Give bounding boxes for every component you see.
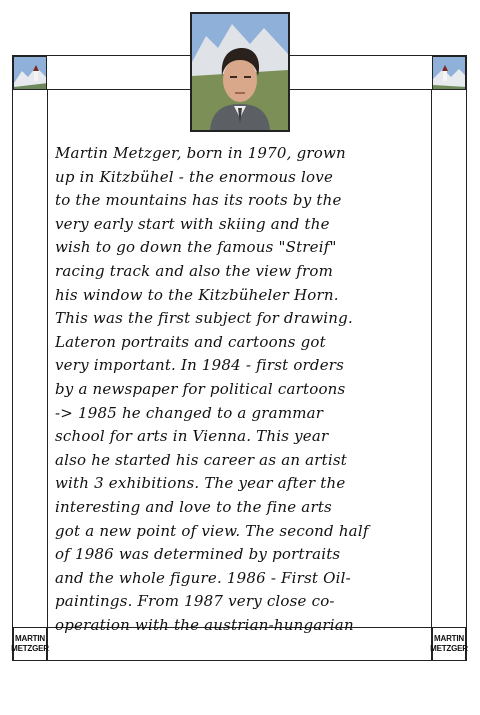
logo-line-2: METZGER — [430, 644, 468, 653]
bottom-right-logo — [432, 627, 466, 661]
top-right-mountain-thumbnail — [432, 56, 466, 90]
logo-line-1: MARTIN — [15, 634, 45, 643]
portrait-icon — [192, 14, 288, 130]
mountain-church-icon — [433, 57, 466, 90]
bottom-left-logo — [13, 627, 47, 661]
biography-text: Martin Metzger, born in 1970, grown up in Kitzbühel - the enormous love to the mountains has its roots by the very early start with skiing and the wish to go down the famous "Streif" racing track and also the view from his window to the Kitzbüheler Horn. This was the first subject for drawing. Lateron portraits and cartoons got very important. In 1984 - first orders by a newspaper for political cartoons -> 1985 he changed to a grammar school for arts in Vienna. This year also he started his career as an artist with 3 exhibitions. The year after the interesting and love to the fine arts got a new point of view. The second half of 1986 was determined by portraits and the whole figure. 1986 - First Oil- paintings. From 1987 very close co- operation with the austrian-hungarian — [55, 144, 369, 634]
mountain-church-icon — [14, 57, 47, 90]
logo-line-1: MARTIN — [434, 634, 464, 643]
logo-line-2: METZGER — [11, 644, 49, 653]
artist-portrait-photo — [190, 12, 290, 132]
top-left-mountain-thumbnail — [13, 56, 47, 90]
